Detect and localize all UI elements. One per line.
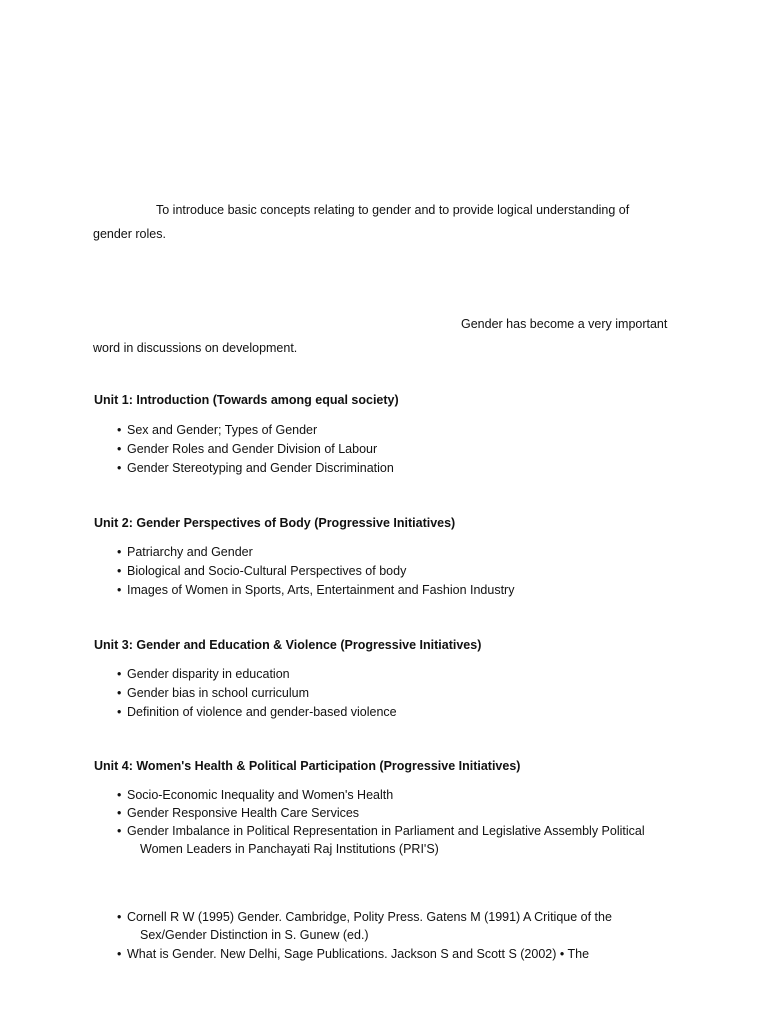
bullet-icon: •	[117, 564, 122, 578]
list-item: • Gender Stereotyping and Gender Discrimination	[117, 459, 394, 478]
bullet-icon: •	[117, 667, 122, 681]
unit-4-heading: Unit 4: Women's Health & Political Participation (Progressive Initiatives)	[94, 759, 521, 773]
bullet-icon: •	[117, 806, 122, 820]
reference-list	[117, 908, 612, 964]
list-item: • Biological and Socio-Cultural Perspectives of body	[117, 562, 514, 581]
unit-1-topic-list	[117, 421, 394, 478]
bullet-icon: •	[117, 461, 122, 475]
list-item: • Gender disparity in education	[117, 665, 397, 684]
list-item: • Definition of violence and gender-based violence	[117, 703, 397, 722]
list-item: • Gender Responsive Health Care Services	[117, 806, 360, 820]
intro-line-1: Gender has become a very important	[461, 317, 668, 331]
bullet-icon: •	[117, 686, 122, 700]
list-item: • Socio-Economic Inequality and Women's Health	[117, 788, 394, 802]
reference-item: • What is Gender. New Delhi, Sage Publications. Jackson S and Scott S (2002) • The	[117, 945, 612, 964]
objective-line-2: gender roles.	[93, 227, 166, 241]
bullet-icon: •	[117, 910, 122, 924]
list-item-continuation: Women Leaders in Panchayati Raj Institutions (PRI'S)	[140, 842, 439, 856]
unit-4-topic-list	[117, 786, 645, 858]
objective-line-1: To introduce basic concepts relating to gender and to provide logical understanding of	[156, 203, 630, 217]
list-item: • Patriarchy and Gender	[117, 543, 514, 562]
unit-3-topic-list	[117, 665, 397, 722]
reference-item: • Cornell R W (1995) Gender. Cambridge, Polity Press. Gatens M (1991) A Critique of the Sex/Gender Distinction in S. Gunew (ed.)	[117, 910, 612, 942]
list-item: • Images of Women in Sports, Arts, Entertainment and Fashion Industry	[117, 581, 514, 600]
list-item: • Gender bias in school curriculum	[117, 684, 397, 703]
intro-line-2: word in discussions on development.	[93, 341, 298, 355]
list-item: • Gender Imbalance in Political Representation in Parliament and Legislative Assembly Political Women Leaders in Panchayati Raj Institutions (PRI'S)	[117, 824, 645, 856]
reference-continuation: Sex/Gender Distinction in S. Gunew (ed.)	[140, 928, 369, 942]
unit-1-heading: Unit 1: Introduction (Towards among equal society)	[94, 393, 399, 407]
bullet-icon: •	[117, 824, 122, 838]
bullet-icon: •	[117, 947, 122, 961]
unit-2-heading: Unit 2: Gender Perspectives of Body (Progressive Initiatives)	[94, 516, 456, 530]
bullet-icon: •	[117, 442, 122, 456]
unit-3-heading: Unit 3: Gender and Education & Violence (Progressive Initiatives)	[94, 638, 482, 652]
bullet-icon: •	[117, 545, 122, 559]
list-item: • Gender Roles and Gender Division of Labour	[117, 440, 394, 459]
bullet-icon: •	[117, 423, 122, 437]
bullet-icon: •	[117, 788, 122, 802]
list-item: • Sex and Gender; Types of Gender	[117, 421, 394, 440]
bullet-icon: •	[117, 705, 122, 719]
bullet-icon: •	[117, 583, 122, 597]
unit-2-topic-list	[117, 543, 514, 600]
